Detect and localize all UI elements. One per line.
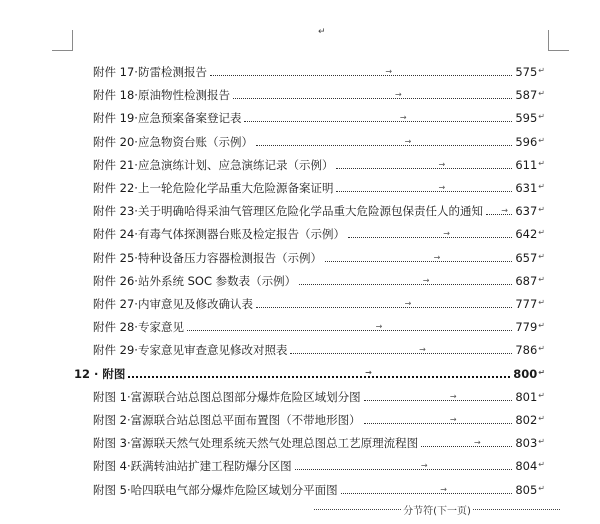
toc-dot-leader [336, 183, 512, 192]
tab-arrow-icon: → [420, 461, 428, 471]
toc-entry-page-number: 801 [515, 389, 538, 404]
toc-entry-label: 12 · 附图 [74, 366, 126, 381]
toc-dot-leader [421, 438, 512, 448]
toc-entry[interactable] [0, 196, 545, 218]
toc-entry[interactable] [0, 451, 545, 473]
toc-entry-page-number: 575 [515, 65, 538, 79]
toc-dot-leader [187, 322, 512, 332]
toc-entry-page-number: 786 [515, 343, 538, 358]
page-corner-mark-top-left [52, 30, 73, 51]
toc-entry-label: 附图 3·富源联天然气处理系统天然气处理总图总工艺原理流程图 [93, 436, 419, 451]
section-break [312, 502, 562, 516]
toc-entry-page-number: 777 [515, 297, 538, 311]
paragraph-mark-icon: ↵ [538, 112, 545, 122]
toc-entry-page-number: 802 [515, 413, 538, 427]
toc-entry[interactable] [0, 382, 545, 404]
toc-entry-label: 附图 5·哈四联电气部分爆炸危险区域划分平面图 [93, 482, 338, 497]
paragraph-mark-icon: ↵ [538, 367, 545, 377]
paragraph-mark-icon: ↵ [318, 27, 326, 37]
toc-entry-page-number: 687 [515, 273, 538, 288]
toc-entry-label: 附图 1·富源联合站总图总图部分爆炸危险区域划分图 [93, 389, 361, 404]
toc-entry-label: 附件 25·特种设备压力容器检测报告（示例） [93, 250, 322, 265]
tab-arrow-icon: → [419, 345, 426, 355]
paragraph-mark-icon: ↵ [538, 274, 545, 284]
toc-entry[interactable] [0, 57, 545, 79]
tab-arrow-icon: → [438, 159, 446, 169]
toc-entry[interactable] [0, 127, 545, 149]
paragraph-mark-icon: ↵ [538, 158, 545, 168]
toc-entry-label: 附件 24·有毒气体探测器台账及检定报告（示例） [93, 227, 345, 242]
toc-dot-leader [336, 159, 512, 169]
toc-entry-page-number: 657 [515, 250, 538, 265]
paragraph-mark-icon: ↵ [538, 321, 545, 331]
toc-dot-leader [364, 391, 513, 401]
paragraph-mark-icon: ↵ [538, 390, 545, 400]
toc-section-heading[interactable] [0, 359, 545, 381]
page-corner-mark-top-right [548, 30, 569, 51]
paragraph-mark-icon: ↵ [538, 344, 545, 354]
paragraph-mark-icon: ↵ [538, 460, 545, 470]
toc-entry-page-number: 803 [515, 436, 538, 451]
toc-entry-label: 附件 19·应急预案备案登记表 [93, 111, 242, 126]
toc-entry-page-number: 779 [515, 320, 538, 335]
tab-arrow-icon: → [365, 367, 372, 377]
toc-entry[interactable] [0, 173, 545, 195]
toc-entry-label: 附件 29·专家意见审查意见修改对照表 [93, 343, 288, 358]
toc-entry[interactable] [0, 150, 545, 172]
toc-entry-page-number: 800 [513, 366, 538, 381]
toc-dot-leader [364, 415, 513, 424]
tab-arrow-icon: → [404, 136, 412, 146]
section-break-leader-right [473, 509, 560, 510]
toc-dot-leader [244, 113, 512, 123]
toc-entry-page-number: 587 [515, 88, 538, 103]
toc-entry-label: 附件 27·内审意见及修改确认表 [93, 297, 253, 311]
toc-entry-label: 附件 21·应急演练计划、应急演练记录（示例） [93, 157, 334, 172]
toc-entry[interactable] [0, 243, 545, 265]
toc-entry-page-number: 805 [515, 482, 538, 497]
toc-entry-page-number: 596 [515, 134, 538, 149]
tab-arrow-icon: → [449, 415, 457, 424]
paragraph-mark-icon: ↵ [538, 298, 545, 307]
tab-arrow-icon: → [501, 206, 508, 216]
toc-entry-label: 附件 26·站外系统 SOC 参数表（示例） [93, 273, 297, 288]
toc-entry-page-number: 804 [515, 459, 538, 474]
toc-entry-page-number: 631 [515, 181, 538, 195]
toc-entry[interactable] [0, 289, 545, 311]
tab-arrow-icon: → [438, 183, 446, 192]
toc-dot-leader [233, 90, 512, 100]
tab-arrow-icon: → [443, 229, 450, 239]
toc-entry-label: 附件 18·原油物性检测报告 [93, 88, 230, 103]
toc-entry[interactable] [0, 103, 545, 125]
toc-entry-label: 附件 17·防雷检测报告 [93, 65, 207, 79]
toc-dot-leader [348, 229, 512, 239]
paragraph-mark-icon: ↵ [538, 66, 545, 75]
toc-entry[interactable] [0, 475, 545, 497]
toc-dot-leader [210, 67, 512, 76]
paragraph-mark-icon: ↵ [538, 437, 545, 447]
paragraph-mark-icon: ↵ [538, 205, 545, 215]
toc-entry-label: 附图 2·富源联合站总图总平面布置图（不带地形图） [93, 413, 361, 427]
tab-arrow-icon: → [394, 90, 402, 100]
tab-arrow-icon: → [375, 322, 383, 332]
toc-entry[interactable] [0, 312, 545, 334]
toc-dot-leader [128, 367, 510, 378]
toc-entry[interactable] [0, 219, 545, 241]
toc-entry[interactable] [0, 266, 545, 288]
toc-dot-leader [325, 252, 512, 262]
tab-arrow-icon: → [433, 252, 441, 262]
tab-arrow-icon: → [399, 113, 407, 123]
toc-entry-page-number: 595 [515, 111, 538, 126]
toc-entry-page-number: 637 [515, 204, 538, 219]
paragraph-mark-icon: ↵ [538, 483, 545, 493]
paragraph-mark-icon: ↵ [538, 414, 545, 423]
section-break-leader-left [314, 509, 401, 510]
toc-dot-leader [341, 484, 513, 494]
toc-entry[interactable] [0, 335, 545, 357]
paragraph-mark-icon: ↵ [538, 251, 545, 261]
section-break-label: 分节符(下一页) [403, 505, 471, 517]
toc-dot-leader [299, 275, 512, 285]
paragraph-mark-icon: ↵ [538, 89, 545, 99]
toc-entry[interactable] [0, 405, 545, 427]
toc-entry-label: 附件 20·应急物资台账（示例） [93, 134, 253, 149]
paragraph-mark-icon: ↵ [538, 182, 545, 191]
toc-entry-label: 附图 4·跃满转油站扩建工程防爆分区图 [93, 459, 292, 474]
tab-arrow-icon: → [385, 67, 393, 76]
toc-entry[interactable] [0, 428, 545, 450]
toc-dot-leader [486, 206, 512, 216]
paragraph-mark-icon: ↵ [538, 228, 545, 238]
toc-entry-label: 附件 22·上一轮危险化学品重大危险源备案证明 [93, 181, 334, 195]
toc-entry-label: 附件 23·关于明确哈得采油气管理区危险化学品重大危险源包保责任人的通知 [93, 204, 483, 219]
tab-arrow-icon: → [404, 299, 412, 308]
toc-entry[interactable] [0, 80, 545, 102]
paragraph-mark-icon: ↵ [538, 135, 545, 145]
tab-arrow-icon: → [474, 438, 481, 448]
toc-entry-label: 附件 28·专家意见 [93, 320, 184, 335]
toc-entry-page-number: 642 [515, 227, 538, 242]
toc-entry-page-number: 611 [515, 157, 538, 172]
tab-arrow-icon: → [422, 275, 430, 285]
toc-dot-leader [290, 345, 512, 355]
toc-dot-leader [256, 299, 512, 308]
tab-arrow-icon: → [440, 484, 447, 494]
toc-dot-leader [256, 136, 512, 146]
toc-dot-leader [295, 461, 513, 471]
tab-arrow-icon: → [449, 391, 457, 401]
